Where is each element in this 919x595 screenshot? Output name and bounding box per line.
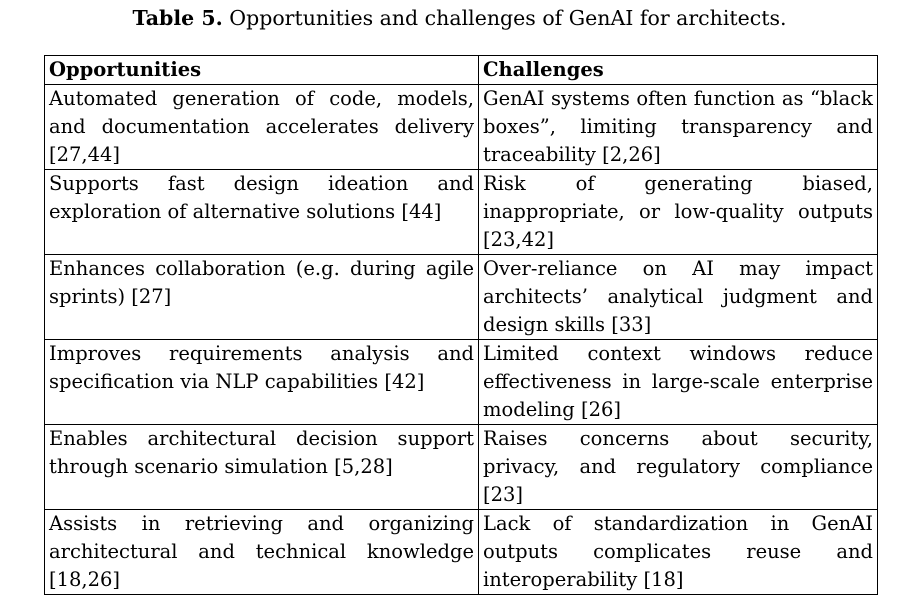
opportunity-cell (45, 85, 479, 170)
opportunity-cell (45, 510, 479, 595)
challenge-cell (479, 340, 878, 425)
challenge-cell (479, 170, 878, 255)
challenge-cell (479, 510, 878, 595)
challenge-text: Limited context windows reduce effectiveness in large-scale enterprise modeling [26] (483, 342, 873, 421)
column-header-challenges: Challenges (479, 56, 878, 85)
challenge-cell (479, 85, 878, 170)
table-header-row (45, 56, 878, 85)
opportunity-text: Improves requirements analysis and specification via NLP capabilities [42] (49, 342, 474, 393)
opportunity-cell (45, 340, 479, 425)
opportunity-text: Assists in retrieving and organizing architectural and technical knowledge [18,26] (49, 512, 474, 591)
table-row (45, 510, 878, 595)
table-caption-label: Table 5. (132, 6, 223, 30)
table-caption (0, 4, 919, 32)
opportunity-text: Supports fast design ideation and exploration of alternative solutions [44] (49, 172, 474, 223)
opportunity-text: Enables architectural decision support through scenario simulation [5,28] (49, 427, 474, 478)
opportunities-challenges-table (44, 55, 878, 595)
challenge-text: GenAI systems often function as “black boxes”, limiting transparency and traceability [2,26] (483, 87, 873, 166)
opportunity-cell (45, 425, 479, 510)
challenge-text: Risk of generating biased, inappropriate, or low-quality outputs [23,42] (483, 172, 873, 251)
opportunity-cell (45, 255, 479, 340)
challenge-text: Lack of standardization in GenAI outputs complicates reuse and interoperability [18] (483, 512, 873, 591)
opportunity-cell (45, 170, 479, 255)
table-row (45, 255, 878, 340)
opportunity-text: Automated generation of code, models, and documentation accelerates delivery [27,44] (49, 87, 474, 166)
challenge-text: Over-reliance on AI may impact architects’ analytical judgment and design skills [33] (483, 257, 873, 336)
challenge-cell (479, 425, 878, 510)
challenge-text: Raises concerns about security, privacy, and regulatory compliance [23] (483, 427, 873, 506)
column-header-opportunities: Opportunities (45, 56, 479, 85)
opportunity-text: Enhances collaboration (e.g. during agile sprints) [27] (49, 257, 474, 308)
challenge-cell (479, 255, 878, 340)
table-row (45, 340, 878, 425)
table-caption-text: Opportunities and challenges of GenAI for architects. (229, 6, 787, 30)
table-row (45, 425, 878, 510)
table-row (45, 85, 878, 170)
table-row (45, 170, 878, 255)
